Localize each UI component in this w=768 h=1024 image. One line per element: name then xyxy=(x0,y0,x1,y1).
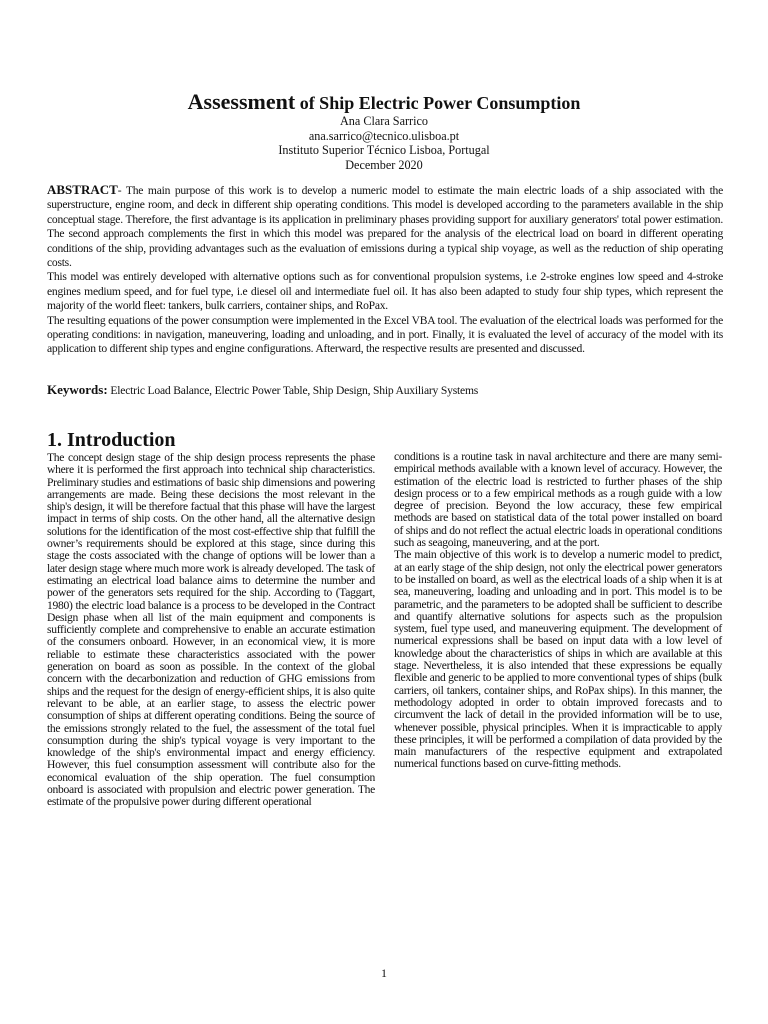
author-email[interactable]: ana.sarrico@tecnico.ulisboa.pt xyxy=(308,128,460,143)
author-name: Ana Clara Sarrico xyxy=(340,114,428,128)
section-heading-introduction: 1. Introduction xyxy=(47,429,176,451)
paper-date: December 2020 xyxy=(345,157,423,172)
body-paragraph: conditions is a routine task in naval architecture and there are many semi-empirical methods available with a known level of accuracy. However, the estimation of the electric load is restricted to further phases of the ship design process or to a few empirical methods as a rough guide with a low degree of precision. Beyond the low accuracy, these few empirical methods are based on statistical data of the total power installed on board of ships and do not reflect the actual electric loads in operational conditions such as seagoing, maneuvering, and at the port. xyxy=(394,450,722,550)
abstract-paragraph xyxy=(47,183,723,270)
left-column xyxy=(47,452,375,809)
right-column xyxy=(394,451,722,771)
abstract-text: - The main purpose of this work is to develop a numeric model to estimate the main electric loads of a ship associated with the superstructure, engine room, and deck in different ship operating conditions. This model is developed according to the parameters available in the ship conceptual stage. Therefore, the first advantage is its application in preliminary phases providing support for auxiliary generators' total power estimation. The second approach complements the first in which this model was prepared for the analysis of the electrical load on board in different operating conditions of the ship, providing advantages such as the evaluation of emissions during a typical ship voyage, as well as the reduction of ship operating costs. xyxy=(47,184,723,270)
author-block xyxy=(0,114,768,172)
body-paragraph: The concept design stage of the ship design process represents the phase where it is performed the first approach into technical ship characteristics. Preliminary studies and estimations of basic ship dimensions and powering arrangements are made. Being these decisions the most relevant in the ship's design, it will be therefore factual that this phase will have the largest impact in terms of ship costs. On the other hand, all the alternative design solutions for the identification of the most cost-effective ship that fulfill the owner’s requirements should be explored at this stage, since during this stage the costs associated with the change of options will be lower than a later design stage where much more work is already developed. The task of estimating an electrical load balance aims to determine the number and power of the generators sets required for the ship. According to (Taggart, 1980) the electric load balance is a process to be developed in the Contract Design phase when all list of the main equipment and components is sufficiently complete and comprehensive to enable an accurate estimation of the consumers onboard. However, in an economical view, it is more reliable to estimate these characteristics associated with the power generation on board as soon as possible. In the context of the global concern with the decarbonization and reduction of GHG emissions from ships and the request for the design of energy-efficient ships, it is also quite relevant to be able, at an earlier stage, to assess the electric power consumption of ships at different operating conditions. Being the source of the emissions strongly related to the fuel, the assessment of the total fuel consumption during the ship's typical voyage is very important to the knowledge of the ship's environmental impact and energy efficiency. However, this fuel consumption assessment will contribute also for the economical evaluation of the ship operation. The fuel consumption onboard is associated with propulsion and electric power generation. The estimate of the propulsive power during different operational xyxy=(47,451,375,809)
abstract-paragraph: The resulting equations of the power consumption were implemented in the Excel VBA tool. The evaluation of the electrical loads was performed for the operating conditions: in navigation, maneuvering, loading and unloading, and in port. Finally, it is evaluated the level of accuracy of the model with its application to different ship types and engine configurations. Afterward, the respective results are presented and discussed. xyxy=(47,313,723,356)
keywords-text: Electric Load Balance, Electric Power Table, Ship Design, Ship Auxiliary Systems xyxy=(107,384,479,397)
abstract-label: ABSTRACT xyxy=(47,182,118,197)
body-paragraph: The main objective of this work is to develop a numeric model to predict, at an early stage of the ship design, not only the electrical power generators to be installed on board, as well as the electrical loads of a ship when it is at sea, maneuvering, loading and unloading and in port. This model is to be parametric, and the parameters to be adopted shall be sufficient to describe and quantify alternative solutions for aspects such as the propulsion system, fuel type used, and maneuvering equipment. The development of numerical expressions shall be based on input data with a low level of knowledge about the characteristics of ships in which are available at this stage. Nevertheless, it is also intended that these expressions be equally flexible and generic to be applied to more conventional types of ships (bulk carriers, oil tankers, container ships, and RoPax ships). In this manner, the methodology adopted in order to obtain improved forecasts and to circumvent the lack of detail in the provided information will be to use, whenever possible, physical principles. When it is impracticable to apply these principles, it will be performed a compilation of data provided by the main manufacturers of the respective equipment and extrapolated numerical functions based on curve-fitting methods. xyxy=(394,548,722,771)
keywords-label: Keywords: xyxy=(47,382,108,397)
abstract-paragraph: This model was entirely developed with alternative options such as for conventional propulsion systems, i.e 2-stroke engines low speed and 4-stroke engines medium speed, and for fuel type, i.e diesel oil and intermediate fuel oil. It has also been adapted to study four ship types, which represent the majority of the world fleet: tankers, bulk carriers, container ships, and RoPax. xyxy=(47,270,723,313)
title-word: Assessment xyxy=(187,89,296,114)
abstract xyxy=(47,183,723,357)
title-rest: of Ship Electric Power Consumption xyxy=(295,93,581,113)
page-number: 1 xyxy=(381,966,387,980)
keywords xyxy=(47,383,723,398)
paper-title xyxy=(0,90,768,115)
author-institution: Instituto Superior Técnico Lisboa, Portugal xyxy=(278,143,490,157)
